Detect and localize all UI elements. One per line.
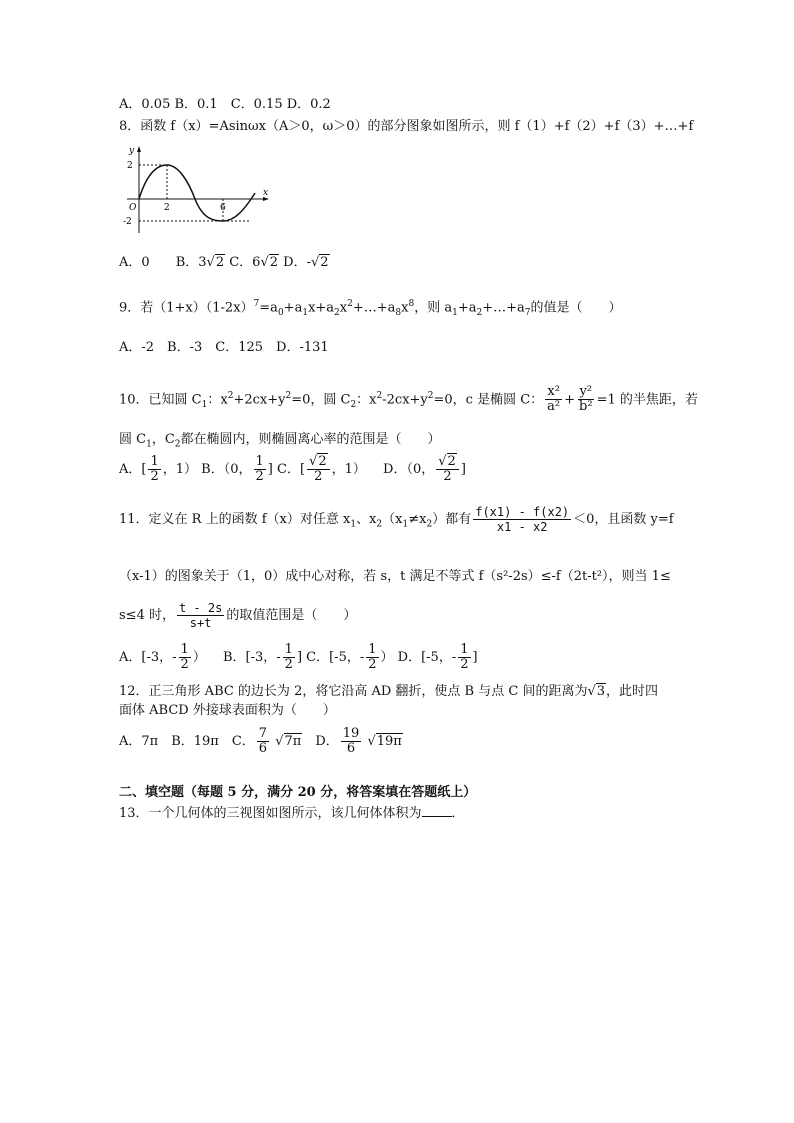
y-top-label: 2 (127, 161, 133, 171)
q11-options: A．[-3，- $\frac{1}{2}$ ） B．[-3，- $\frac{1}{2}$ ] C．[-5，- $\frac{1}{2}$ ） D．[-5，- $\frac{1}{2}$ ] (119, 642, 478, 672)
q10-options: A．[ $\frac{1}{2}$ ，1） B．（0， $\frac{1}{2}$ ] C．[ $\frac{√2}{2}$ ，1） D．（0， $\frac{√2}{2}$ ] (119, 454, 466, 484)
section-2-heading: 二、填空题（每题 5 分，满分 20 分，将答案填在答题纸上） (119, 785, 477, 800)
sine-curve (139, 165, 255, 221)
q8-sine-graph (117, 143, 272, 235)
q9-options: A．-2 B．-3 C．125 D．-131 (119, 340, 329, 355)
y-axis-label: y (129, 146, 135, 156)
q12-options: A．7π B．19π C． $\frac{7}{6}$ √7π D． $\frac{19}{6}$ √19π (119, 726, 402, 756)
q11-line3: s≤4 时， $\frac{t - 2s}{s+t}$ 的取值范围是（ ） (119, 601, 357, 630)
q11-line1: 11．定义在 R 上的函数 f（x）对任意 $x_1$、$x_2(x_1\ne x_2)$都有 $\frac{f(x1) - f(x2)}{x1 - x2}$ ＜0，且函数 y=f (119, 505, 674, 534)
answer-blank (422, 816, 452, 817)
q7-options: A．0.05 B．0.1 C．0.15 D．0.2 (119, 97, 331, 112)
y-bottom-label: -2 (123, 217, 132, 227)
q10-line1: 10．已知圆 $C_1$：$x^2+2cx+y^2=0$，圆 $C_2$：$x^2-2cx+y^2=0$，c 是椭圆 C： $\frac{\text{x²}}{\text{a²}}$ + $\frac{\text{y²}}{\text{b²}}$ =1 的半焦距，若 (119, 384, 698, 415)
origin-label: O (129, 203, 137, 213)
q9-stem: 9．若$(1+x)(1-2x)^7=a_0+a_1x+a_2x^2+\dots+a_8x^8$，则 $a_1+a_2+\dots+a_7$的值是（ ） (119, 299, 622, 318)
q12-line1: 12．正三角形 ABC 的边长为 2，将它沿高 AD 翻折，使点 B 与点 C 间的距离为√3，此时四 (119, 684, 659, 699)
x-axis-label: x (263, 188, 269, 198)
q8-stem: 8．函数 f（x）=Asinωx（A＞0，ω＞0）的部分图象如图所示，则 f（1）+f（2）+f（3）+…+f (119, 119, 694, 134)
x-tick-2: 2 (164, 203, 170, 213)
q8-options: A．0 B．3√2 C．6√2 D．-√2 (119, 255, 329, 270)
q10-line2: 圆 $C_1$，$C_2$都在椭圆内，则椭圆离心率的范围是（ ） (119, 432, 441, 450)
q12-line2: 面体 ABCD 外接球表面积为（ ） (119, 703, 336, 718)
x-tick-6: 6 (220, 203, 226, 213)
q11-line2: （x-1）的图象关于（1，0）成中心对称，若 s，t 满足不等式 f（s²-2s）≤-f（2t-t²），则当 1≤ (119, 569, 671, 584)
q13-stem: 13．一个几何体的三视图如图所示，该几何体体积为 ． (119, 806, 465, 821)
